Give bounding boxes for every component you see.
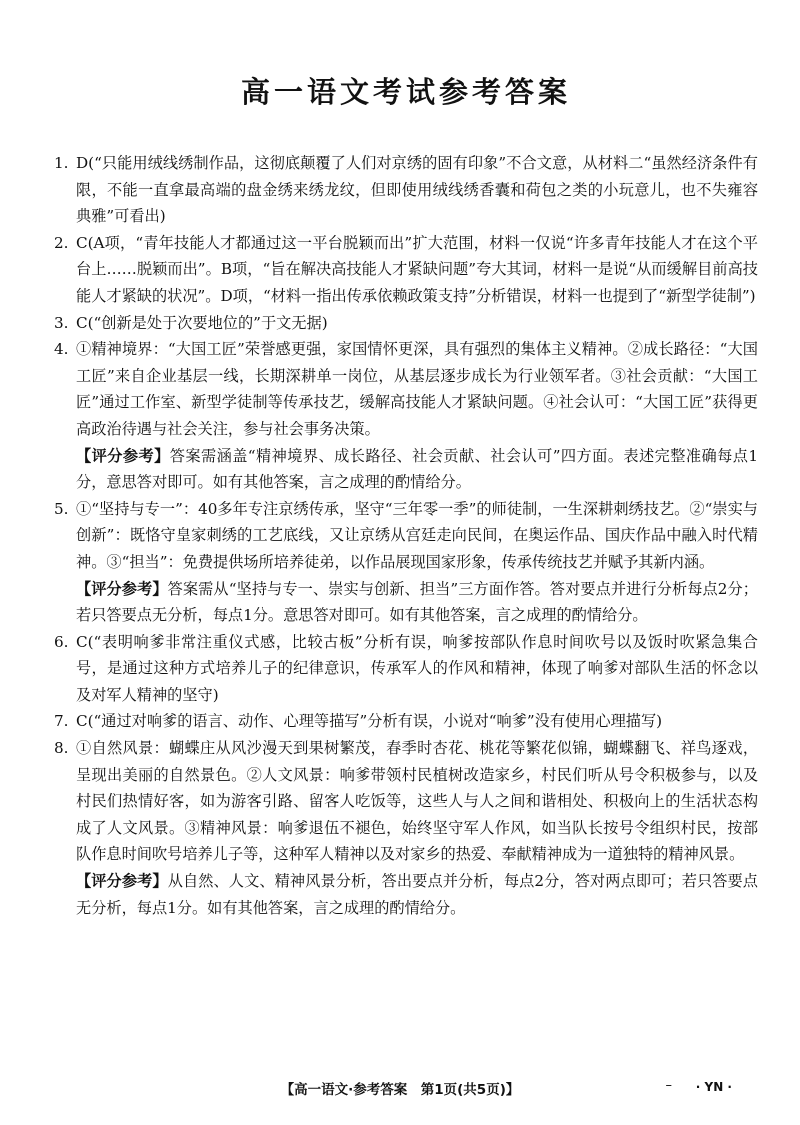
footer-dash: – bbox=[665, 1078, 672, 1093]
answer-list bbox=[54, 150, 758, 921]
answer-number: 2. bbox=[54, 233, 69, 252]
answer-item-5 bbox=[54, 496, 758, 576]
answer-item-6 bbox=[54, 629, 758, 709]
footer-code-mark: · YN · bbox=[695, 1080, 732, 1094]
answer-text: C(“创新是处于次要地位的”于文无据) bbox=[76, 313, 328, 332]
answer-text: C(“表明响爹非常注重仪式感，比较古板”分析有误，响爹按部队作息时间吹号以及饭时吹紧急集合号，是通过这种方式培养儿子的纪律意识，传承军人的作风和精神，体现了响爹对部队生活的怀念以及对军人精神的坚守) bbox=[76, 632, 758, 704]
scoring-note-tag: 【评分参考】 bbox=[76, 446, 170, 465]
answer-number: 4. bbox=[54, 340, 69, 359]
scoring-note-8 bbox=[54, 868, 758, 921]
page-title: 高一语文考试参考答案 bbox=[240, 75, 571, 109]
scoring-note-text: 从自然、人文、精神风景分析，答出要点并分析，每点2分，答对两点即可；若只答要点无分析，每点1分。如有其他答案，言之成理的酌情给分。 bbox=[76, 872, 758, 917]
scoring-note-text: 答案需涵盖“精神境界、成长路径、社会贡献、社会认可”四方面。表述完整准确每点1分，意思答对即可。如有其他答案，言之成理的酌情给分。 bbox=[76, 446, 759, 492]
answer-number: 7. bbox=[54, 712, 69, 731]
answer-item-3 bbox=[54, 310, 758, 337]
answer-text: C(A项，“青年技能人才都通过这一平台脱颖而出”扩大范围，材料一仅说“许多青年技能人才在这个平台上……脱颖而出”。B项，“旨在解决高技能人才紧缺问题”夸大其词，材料一是说“从而缓解目前高技能人才紧缺的状况”。D项，“材料一指出传承依赖政策支持”分析错误，材料一也提到了“新型学徒制”) bbox=[76, 233, 758, 305]
scoring-note-4 bbox=[54, 443, 758, 496]
answer-text: D(“只能用绒线绣制作品，这彻底颠覆了人们对京绣的固有印象”不合文意，从材料二“虽然经济条件有限，不能一直拿最高端的盘金绣来绣龙纹，但即使用绒线绣香囊和荷包之类的小玩意儿，也不失雍容典雅”可看出) bbox=[76, 154, 758, 226]
answer-item-8 bbox=[54, 735, 758, 868]
answer-item-7 bbox=[54, 708, 758, 735]
page-footer: 【高一语文·参考答案 第1页(共5页)】 bbox=[280, 1082, 520, 1098]
answer-number: 5. bbox=[54, 499, 69, 518]
answer-number: 1. bbox=[54, 154, 69, 172]
answer-text: C(“通过对响爹的语言、动作、心理等描写”分析有误，小说对“响爹”没有使用心理描写) bbox=[76, 712, 663, 731]
scoring-note-tag: 【评分参考】 bbox=[76, 872, 168, 891]
answer-text: ①精神境界：“大国工匠”荣誉感更强，家国情怀更深，具有强烈的集体主义精神。②成长路径：“大国工匠”来自企业基层一线，长期深耕单一岗位，从基层逐步成长为行业领军者。③社会贡献：“大国工匠”通过工作室、新型学徒制等传承技艺，缓解高技能人才紧缺问题。④社会认可：“大国工匠”获得更高政治待遇与社会关注，参与社会事务决策。 bbox=[76, 340, 758, 438]
scoring-note-text: 答案需从“坚持与专一、崇实与创新、担当”三方面作答。答对要点并进行分析每点2分；若只答要点无分析，每点1分。意思答对即可。如有其他答案，言之成理的酌情给分。 bbox=[76, 579, 758, 625]
answer-text: ①自然风景：蝴蝶庄从风沙漫天到果树繁茂，春季时杏花、桃花等繁花似锦，蝴蝶翻飞、祥鸟逐戏，呈现出美丽的自然景色。②人文风景：响爹带领村民植树改造家乡，村民们听从号令积极参与，以及村民们热情好客，如为游客引路、留客人吃饭等，这些人与人之间和谐相处、积极向上的生活状态构成了人文风景。③精神风景：响爹退伍不褪色，始终坚守军人作风，如当队长按号令组织村民，按部队作息时间吹号培养儿子等，这种军人精神以及对家乡的热爱、奉献精神成为一道独特的精神风景。 bbox=[76, 739, 758, 864]
answer-number: 3. bbox=[54, 313, 69, 332]
answer-text: ①“坚持与专一”：40多年专注京绣传承，坚守“三年零一季”的师徒制，一生深耕刺绣技艺。②“崇实与创新”：既恪守皇家刺绣的工艺底线，又让京绣从宫廷走向民间，在奥运作品、国庆作品中融入时代精神。③“担当”：免费提供场所培养徒弟，以作品展现国家形象，传承传统技艺并赋予其新内涵。 bbox=[76, 499, 758, 571]
scoring-note-tag: 【评分参考】 bbox=[76, 579, 168, 598]
answer-item-1 bbox=[54, 150, 758, 230]
answer-item-2 bbox=[54, 230, 758, 310]
answer-number: 6. bbox=[54, 632, 69, 651]
answer-item-4 bbox=[54, 336, 758, 442]
answer-number: 8. bbox=[54, 739, 69, 758]
scoring-note-5 bbox=[54, 576, 758, 629]
